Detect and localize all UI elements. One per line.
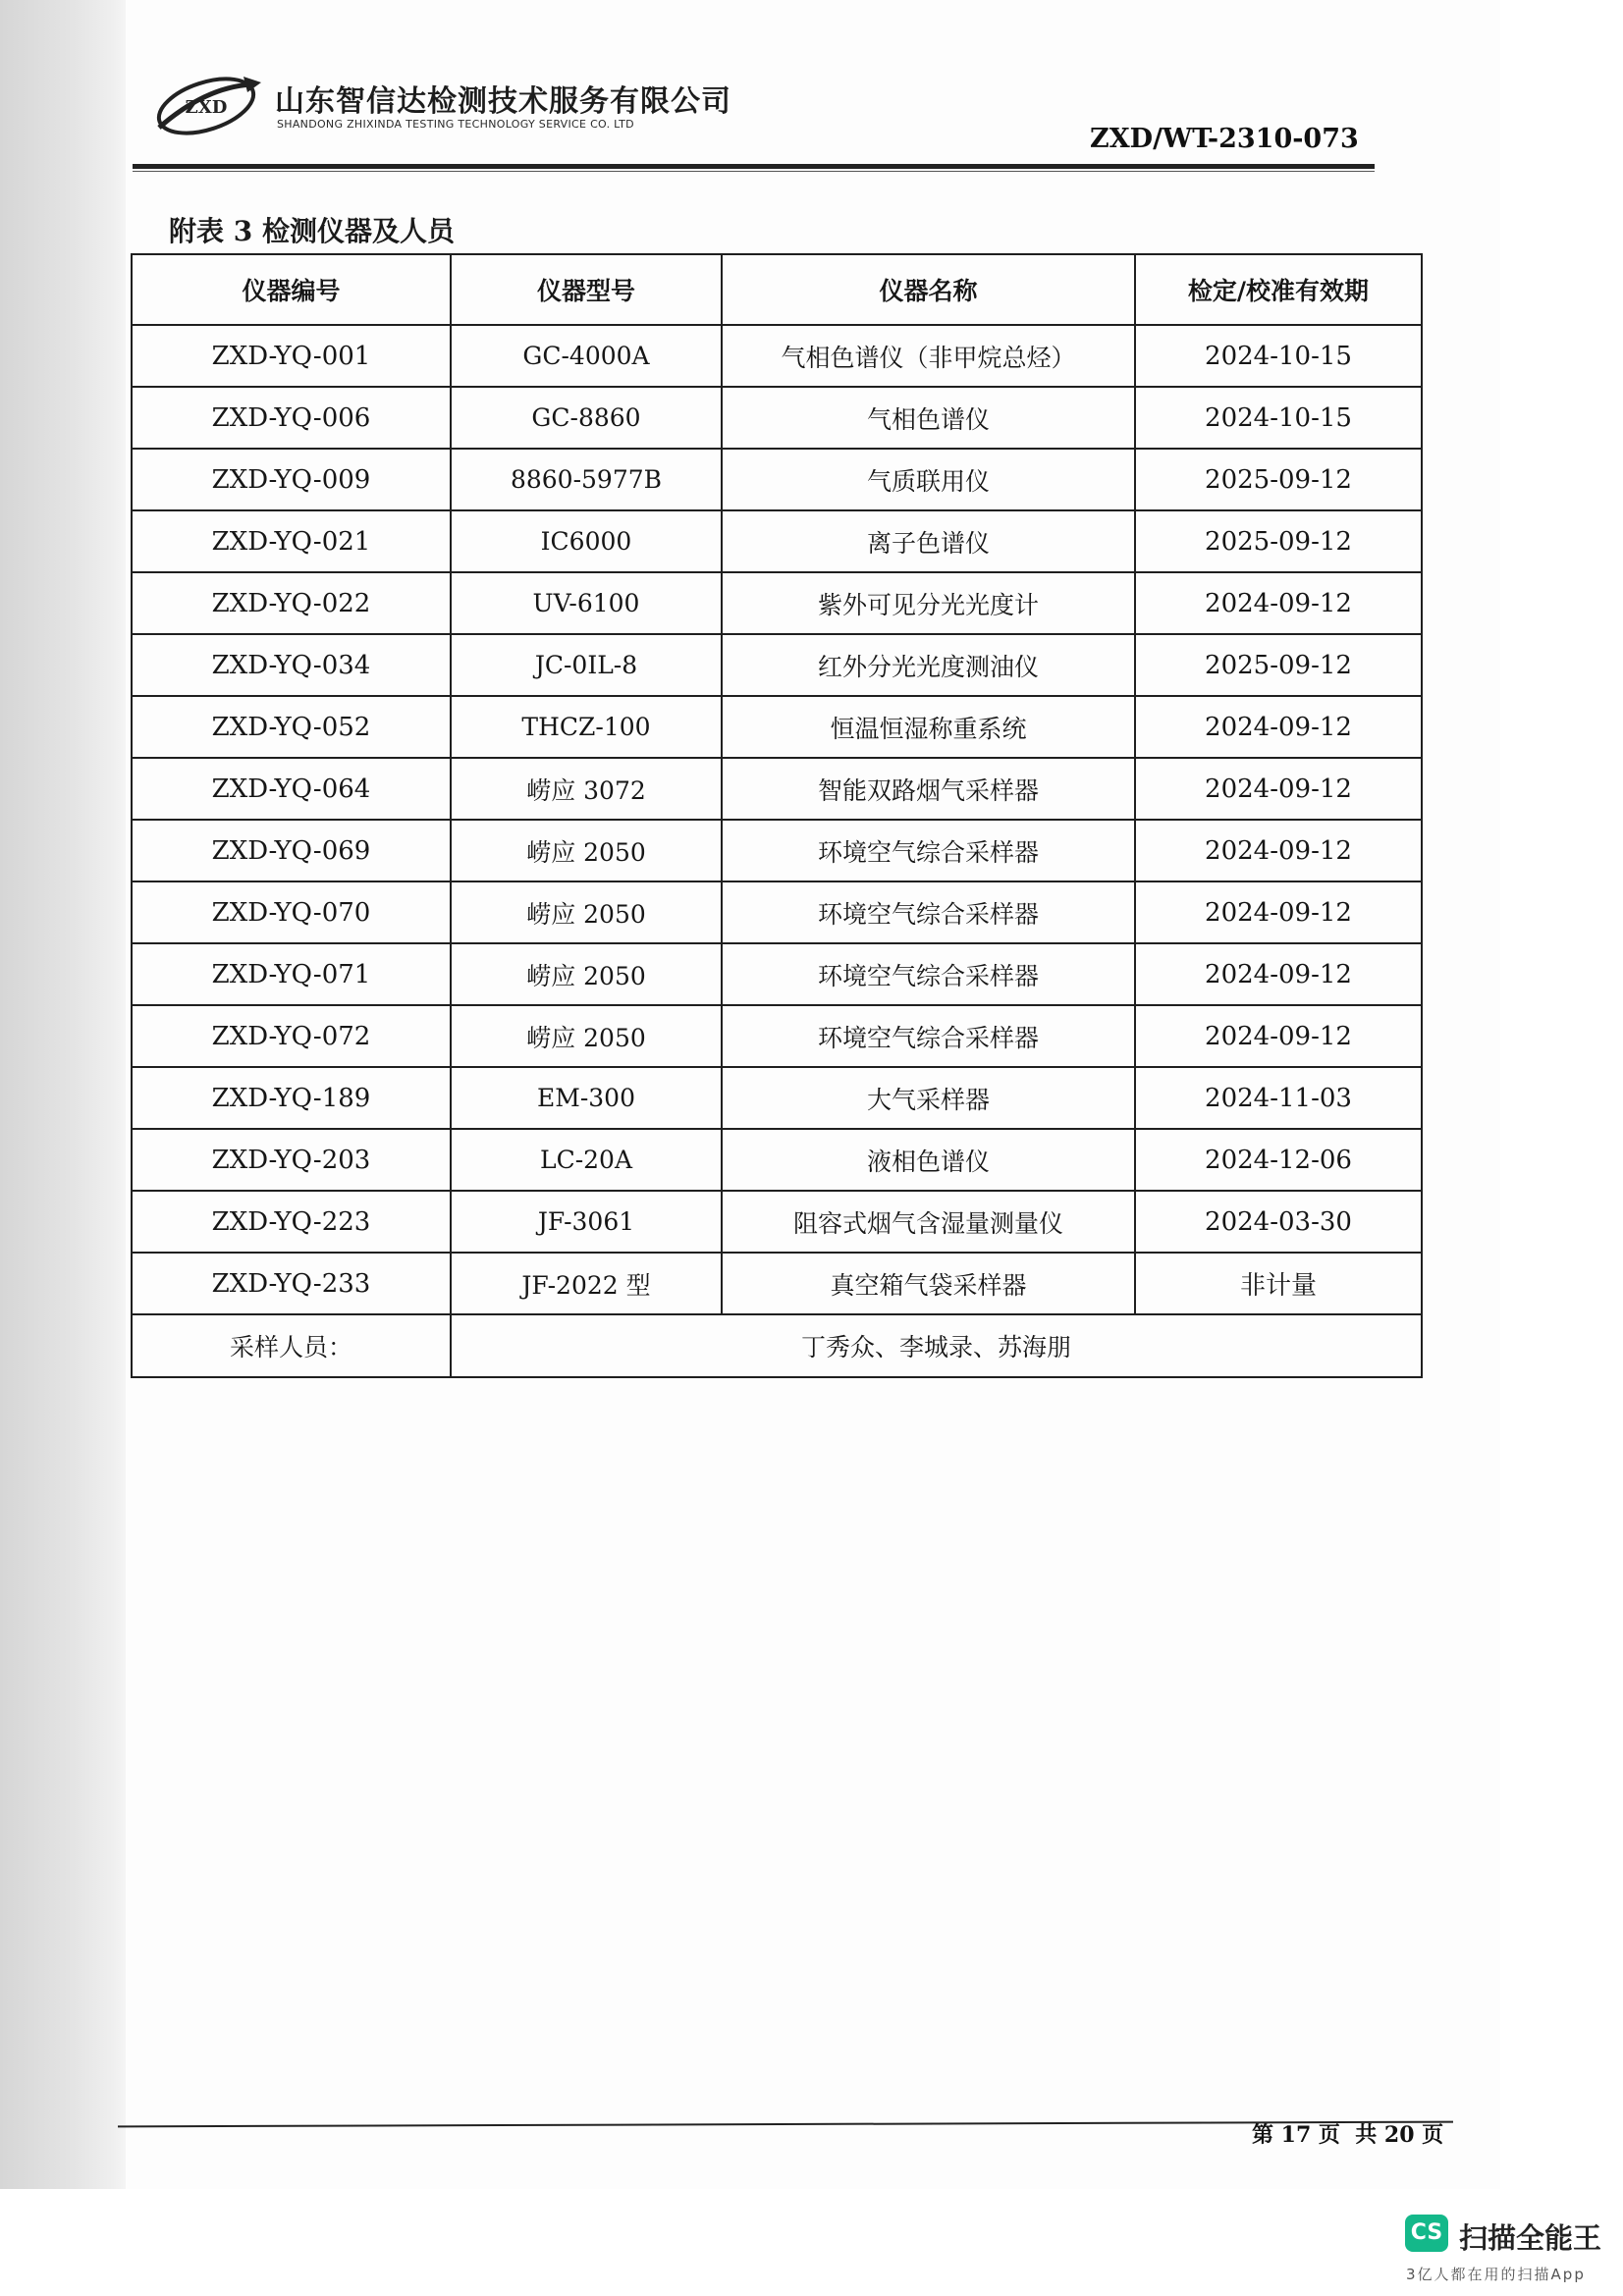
cell-name: 气相色谱仪 xyxy=(722,387,1135,449)
cell-date: 2024-11-03 xyxy=(1135,1067,1422,1129)
cell-id: ZXD-YQ-064 xyxy=(132,758,451,820)
cell-id: ZXD-YQ-203 xyxy=(132,1129,451,1191)
cell-date: 2024-09-12 xyxy=(1135,943,1422,1005)
cell-name: 真空箱气袋采样器 xyxy=(722,1253,1135,1314)
cell-name: 离子色谱仪 xyxy=(722,510,1135,572)
table-row xyxy=(132,1129,1422,1191)
cell-date: 2024-03-30 xyxy=(1135,1191,1422,1253)
cell-model: 崂应 2050 xyxy=(451,943,722,1005)
cell-id: ZXD-YQ-009 xyxy=(132,449,451,510)
table-row xyxy=(132,1191,1422,1253)
col-header-date: 检定/校准有效期 xyxy=(1135,254,1422,325)
col-header-name: 仪器名称 xyxy=(722,254,1135,325)
cell-name: 大气采样器 xyxy=(722,1067,1135,1129)
table-row xyxy=(132,634,1422,696)
cell-name: 环境空气综合采样器 xyxy=(722,881,1135,943)
cell-name: 环境空气综合采样器 xyxy=(722,943,1135,1005)
cell-model: UV-6100 xyxy=(451,572,722,634)
scan-edge-shadow xyxy=(0,0,133,2189)
cell-date: 2025-09-12 xyxy=(1135,634,1422,696)
staff-row xyxy=(132,1314,1422,1377)
staff-names: 丁秀众、李城录、苏海朋 xyxy=(451,1314,1422,1377)
scanner-tagline: 3亿人都在用的扫描App xyxy=(1406,2266,1586,2283)
cell-name: 恒温恒湿称重系统 xyxy=(722,696,1135,758)
header-rule-thin xyxy=(133,171,1375,172)
table-row xyxy=(132,449,1422,510)
report-number: ZXD/WT-2310-073 xyxy=(1090,124,1359,154)
cell-name: 液相色谱仪 xyxy=(722,1129,1135,1191)
cell-date: 2024-09-12 xyxy=(1135,820,1422,881)
cell-date: 2024-09-12 xyxy=(1135,572,1422,634)
cell-name: 紫外可见分光光度计 xyxy=(722,572,1135,634)
cell-date: 2024-10-15 xyxy=(1135,387,1422,449)
table-body xyxy=(132,325,1422,1377)
table-row xyxy=(132,758,1422,820)
cell-id: ZXD-YQ-001 xyxy=(132,325,451,387)
table-row xyxy=(132,943,1422,1005)
page-number: 第 17 页 共 20 页 xyxy=(1252,2122,1444,2148)
table-header-row xyxy=(132,254,1422,325)
cell-name: 气相色谱仪（非甲烷总烃） xyxy=(722,325,1135,387)
cell-name: 气质联用仪 xyxy=(722,449,1135,510)
cell-id: ZXD-YQ-069 xyxy=(132,820,451,881)
table-row xyxy=(132,1067,1422,1129)
cell-id: ZXD-YQ-034 xyxy=(132,634,451,696)
cell-date: 2024-10-15 xyxy=(1135,325,1422,387)
camscanner-logo-icon: CS xyxy=(1405,2215,1448,2252)
cell-date: 2024-09-12 xyxy=(1135,696,1422,758)
cell-name: 环境空气综合采样器 xyxy=(722,820,1135,881)
cell-model: 崂应 3072 xyxy=(451,758,722,820)
cell-date: 非计量 xyxy=(1135,1253,1422,1314)
cell-model: GC-4000A xyxy=(451,325,722,387)
logo-text: ZXD xyxy=(185,97,228,118)
cell-id: ZXD-YQ-022 xyxy=(132,572,451,634)
cell-model: 崂应 2050 xyxy=(451,881,722,943)
cell-model: GC-8860 xyxy=(451,387,722,449)
cell-id: ZXD-YQ-189 xyxy=(132,1067,451,1129)
cell-id: ZXD-YQ-021 xyxy=(132,510,451,572)
col-header-model: 仪器型号 xyxy=(451,254,722,325)
cell-model: JC-0IL-8 xyxy=(451,634,722,696)
cell-date: 2024-09-12 xyxy=(1135,758,1422,820)
cell-id: ZXD-YQ-072 xyxy=(132,1005,451,1067)
cell-date: 2024-12-06 xyxy=(1135,1129,1422,1191)
company-logo xyxy=(147,67,265,145)
cell-model: 崂应 2050 xyxy=(451,1005,722,1067)
cell-model: THCZ-100 xyxy=(451,696,722,758)
cell-name: 智能双路烟气采样器 xyxy=(722,758,1135,820)
cell-id: ZXD-YQ-052 xyxy=(132,696,451,758)
cell-model: JF-2022 型 xyxy=(451,1253,722,1314)
cell-date: 2024-09-12 xyxy=(1135,1005,1422,1067)
table-title: 附表 3 检测仪器及人员 xyxy=(169,215,455,247)
instrument-table xyxy=(131,253,1423,1378)
cell-name: 红外分光光度测油仪 xyxy=(722,634,1135,696)
table-row xyxy=(132,1253,1422,1314)
cell-name: 阻容式烟气含湿量测量仪 xyxy=(722,1191,1135,1253)
cell-model: IC6000 xyxy=(451,510,722,572)
company-name-cn: 山东智信达检测技术服务有限公司 xyxy=(275,84,731,119)
cell-date: 2024-09-12 xyxy=(1135,881,1422,943)
company-name-en: SHANDONG ZHIXINDA TESTING TECHNOLOGY SERVICE CO. LTD xyxy=(277,118,634,131)
cell-model: 崂应 2050 xyxy=(451,820,722,881)
table-row xyxy=(132,325,1422,387)
header-rule xyxy=(133,164,1375,169)
cell-model: EM-300 xyxy=(451,1067,722,1129)
table-row xyxy=(132,1005,1422,1067)
cell-name: 环境空气综合采样器 xyxy=(722,1005,1135,1067)
table-row xyxy=(132,572,1422,634)
cell-date: 2025-09-12 xyxy=(1135,449,1422,510)
scanner-app-name: 扫描全能王 xyxy=(1459,2221,1602,2255)
cell-model: JF-3061 xyxy=(451,1191,722,1253)
cell-id: ZXD-YQ-070 xyxy=(132,881,451,943)
table-row xyxy=(132,387,1422,449)
cell-id: ZXD-YQ-006 xyxy=(132,387,451,449)
cell-id: ZXD-YQ-071 xyxy=(132,943,451,1005)
col-header-id: 仪器编号 xyxy=(132,254,451,325)
cell-id: ZXD-YQ-233 xyxy=(132,1253,451,1314)
table-row xyxy=(132,820,1422,881)
cell-model: 8860-5977B xyxy=(451,449,722,510)
staff-label: 采样人员： xyxy=(132,1314,451,1377)
cell-id: ZXD-YQ-223 xyxy=(132,1191,451,1253)
table-row xyxy=(132,881,1422,943)
cell-model: LC-20A xyxy=(451,1129,722,1191)
table-row xyxy=(132,510,1422,572)
cell-date: 2025-09-12 xyxy=(1135,510,1422,572)
table-row xyxy=(132,696,1422,758)
